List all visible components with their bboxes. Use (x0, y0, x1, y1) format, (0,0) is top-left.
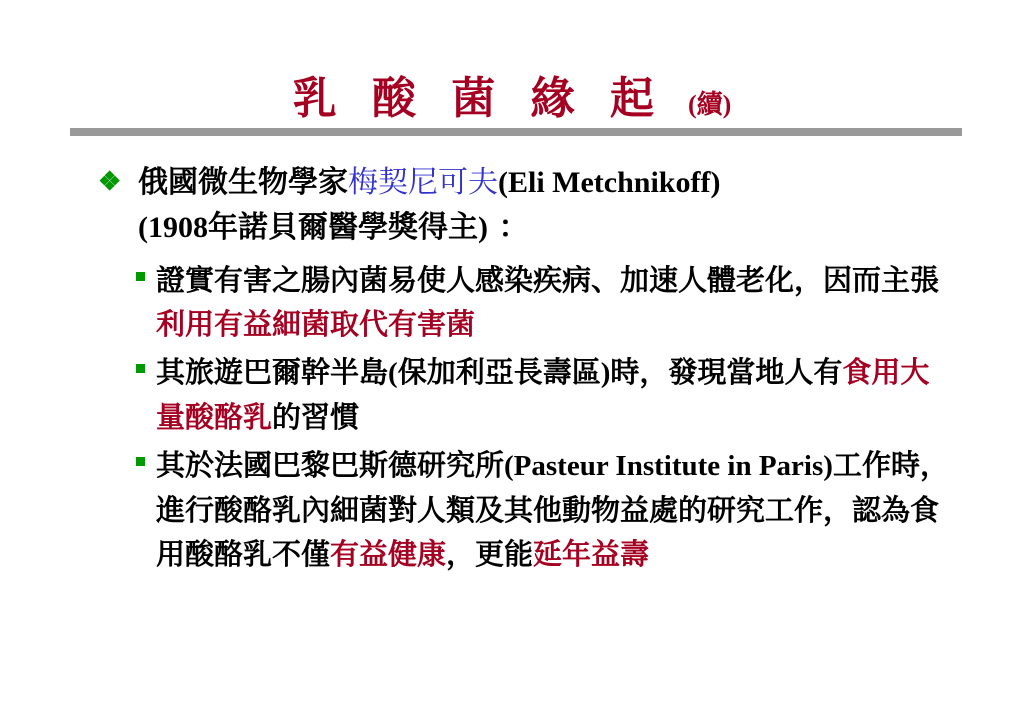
main-bullet-text (138, 160, 978, 250)
sub2-text-c: 時，發現當地人有 (610, 355, 843, 389)
scientist-name: 梅契尼可夫 (348, 165, 498, 200)
green-square-icon (136, 364, 145, 373)
sub3-text-a: 其於法國巴黎巴斯德研究所 (156, 448, 505, 482)
title-continued-label: (續) (687, 90, 732, 119)
sub3-highlight-1: 有益健康 (330, 537, 447, 571)
diamond-four-icon: ❖ (98, 167, 122, 197)
sub2-highlight: 食用大量酸酪乳 (156, 355, 930, 434)
nobel-close: ) (478, 211, 488, 244)
main-prefix: 俄國微生物學家 (138, 165, 348, 200)
sub3-highlight-2: 延年益壽 (533, 537, 650, 571)
title-main: 乳 酸 菌 緣 起 (292, 73, 664, 124)
sub2-text-d: 的習慣 (272, 400, 360, 434)
sub-bullet-1 (136, 258, 956, 346)
sub2-text-b: 保加利亞長壽區 (397, 355, 601, 389)
sub-bullet-3-text (156, 443, 956, 576)
sub3-text-b: 工作時，進行酸酪乳內細菌對人類及其他動物益處的研究工作，認為食用酸酪乳不僅 (156, 448, 949, 571)
sub-bullet-3 (136, 443, 956, 576)
sub1-text: 證實有害之腸內菌易使人感染疾病、加速人體老化，因而主張 (156, 263, 940, 297)
sub3-text-c: ，更能 (446, 537, 534, 571)
sub-bullet-1-text (156, 258, 956, 346)
sub3-latin: (Pasteur Institute in Paris) (504, 450, 833, 482)
sub2-paren-close: ) (600, 357, 611, 389)
green-square-icon (136, 272, 145, 281)
sub2-paren-open: ( (388, 357, 398, 389)
title-divider (70, 128, 962, 136)
slide-title (0, 62, 1024, 126)
nobel-year: (1908 (138, 211, 208, 244)
sub2-text-a: 其旅遊巴爾幹半島 (156, 355, 389, 389)
nobel-colon: ： (498, 210, 529, 245)
sub-bullet-2 (136, 350, 956, 439)
sub-bullet-2-text (156, 350, 956, 439)
nobel-text: 年諾貝爾醫學獎得主 (208, 210, 478, 245)
main-bullet (98, 160, 978, 250)
sub1-highlight: 利用有益細菌取代有害菌 (156, 307, 476, 341)
scientist-latin-name: (Eli Metchnikoff) (498, 166, 721, 199)
green-square-icon (136, 457, 145, 466)
